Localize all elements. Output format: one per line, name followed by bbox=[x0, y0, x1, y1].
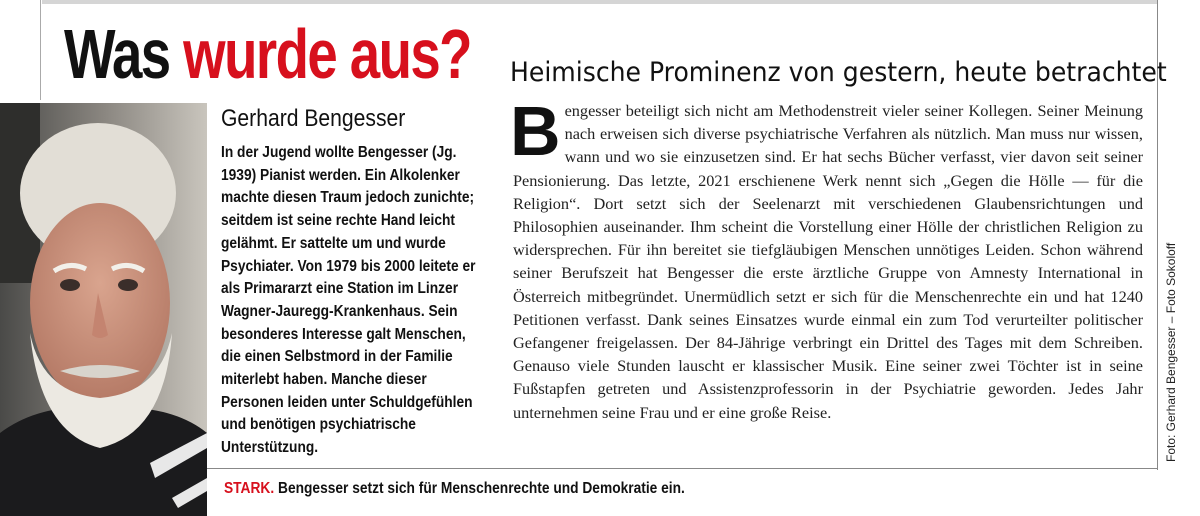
article-body bbox=[510, 92, 1143, 424]
article-dropcap: B bbox=[510, 92, 561, 170]
caption-text: Bengesser setzt sich für Menschenrechte und Demokratie ein. bbox=[278, 480, 685, 497]
photo-caption bbox=[224, 479, 685, 499]
caption-label: STARK. bbox=[224, 480, 275, 497]
left-rule bbox=[40, 0, 41, 100]
headline-part-black: Was bbox=[64, 15, 170, 93]
headline bbox=[64, 14, 471, 94]
profile-bio: In der Jugend wollte Bengesser (Jg. 1939) Pianist werden. Ein Alkolenker machte diesen Traum jedoch zunichte; seitdem ist seine rechte Hand leicht gelähmt. Er sattelte um und wurde Psychiater. Von 1979 bis 2000 leitete er als Primararzt eine Station im Linzer Wagner-Jauregg-Krankenhaus. Sein besonderes Interesse galt Menschen, die einen Selbstmord in der Familie miterlebt haben. Manche dieser Personen leiden unter Schuldgefühlen und benötigen psychiatrische Unterstützung. bbox=[221, 144, 476, 457]
portrait-photo bbox=[0, 103, 207, 516]
profile-name: Gerhard Bengesser bbox=[221, 105, 406, 132]
headline-part-red: wurde aus? bbox=[183, 15, 471, 93]
top-rule bbox=[42, 0, 1158, 4]
photo-credit: Foto: Gerhard Bengesser – Foto Sokoloff bbox=[1164, 242, 1178, 462]
article-text: engesser beteiligt sich nicht am Methodenstreit vieler seiner Kollegen. Seiner Meinung nach erweisen sich diverse psychiatrische Verfahren als nützlich. Man muss nur wissen, wann und wo sie einzusetzen sind. Er hat sechs Bücher verfasst, vier davon seit seiner Pensionierung. Das letzte, 2021 erschienene Werk nennt sich „Gegen die Hölle — für die Religion“. Dort setzt sich der Seelenarzt mit verschiedenen Glaubensrichtungen und Philosophien auseinander. Ihm scheint die Vorstellung einer Hölle der christlichen Religion zu widersprechen. Für ihn bereitet sie tiefgläubigen Menschen unnötiges Leiden. Schon während seiner Berufszeit hat Bengesser die erste ärztliche Gruppe von Amnesty International in Österreich mitbegründet. Unermüdlich setzt er sich für die Menschenrechte ein und hat 1240 Petitionen verfasst. Dank seines Einsatzes wurde einmal ein zum Tod verurteilter politischer Gefangener freigelassen. Der 84-Jährige verbringt ein Drittel des Tages mit dem Schreiben. Genauso viele Stunden lauscht er klassischer Musik. Eine seiner zwei Töchter ist in seine Fußstapfen getreten und Assistenzprofessorin in der Psychiatrie geworden. Jedes Jahr unternehmen seine Frau und er eine große Reise. bbox=[513, 101, 1143, 422]
bottom-rule bbox=[207, 468, 1158, 469]
subheadline: Heimische Prominenz von gestern, heute betrachtet bbox=[510, 57, 1167, 88]
portrait-illustration bbox=[0, 103, 207, 516]
